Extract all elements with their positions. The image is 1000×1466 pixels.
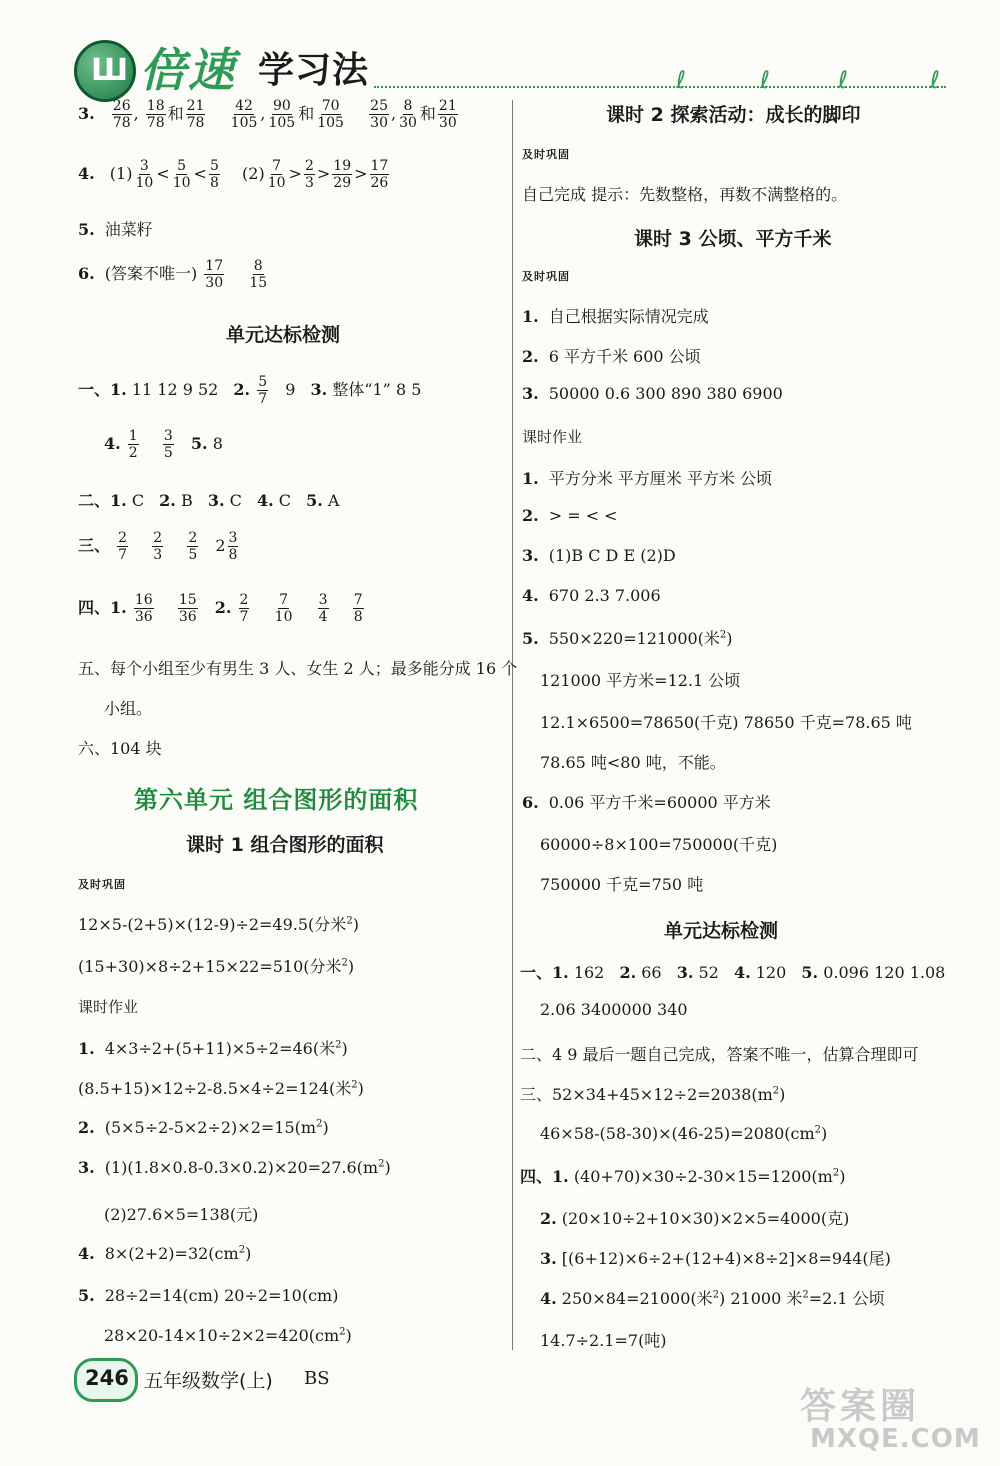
r-test-4a: 四、1. $(40+70)\times 30\div 2-30\times 15=1200(m^2)$ [520, 1167, 846, 1186]
page-number-badge [74, 1358, 138, 1402]
r-test-4e: 14.7÷2.1=7(吨) [540, 1331, 667, 1350]
lesson-2-title: 课时 2 探索活动：成长的脚印 [606, 104, 861, 126]
r-consolidate-1: 1. 自己根据实际情况完成 [522, 307, 709, 326]
swirl-icon: ℓ [760, 66, 770, 94]
edition-code: BS [304, 1368, 330, 1389]
column-divider [512, 100, 513, 1350]
answer-5: 5. 油菜籽 [78, 220, 153, 239]
r-test-4b: 2. (20×10÷2+10×30)×2×5=4000(克) [540, 1209, 850, 1228]
homework-4: 4. $8\times(2+2)=32(cm^2)$ [78, 1244, 252, 1263]
test-section-5-line1: 五、每个小组至少有男生 3 人、女生 2 人；最多能分成 16 个 [78, 659, 518, 678]
lesson-1-title: 课时 1 组合图形的面积 [186, 834, 384, 856]
homework-1a: 1. 4×3÷2+(5+11)×5÷2=46(米$^2$) [78, 1039, 348, 1058]
lesson-2-answer: 自己完成 提示：先数整格，再数不满整格的。 [522, 185, 848, 204]
watermark-url: MXQE.COM [810, 1424, 981, 1454]
r-homework-6b: 60000÷8×100=750000(千克) [540, 835, 778, 854]
r-test-4c: 3. [(6+12)×6÷2+(12+4)×8÷2]×8=944(尾) [540, 1249, 891, 1268]
lesson-3-title: 课时 3 公顷、平方千米 [634, 228, 832, 250]
logo-glyph: Ш [91, 53, 129, 88]
unit-test-title-left: 单元达标检测 [226, 324, 341, 346]
r-test-3a: 三、$52\times 34+45\times 12\div 2=2038(m^2)$ [520, 1085, 786, 1104]
test-section-6: 六、104 块 [78, 739, 162, 758]
answer-3: 3. $\frac{26}{78}$ , $\frac{18}{78}$ 和 $\frac{21}{78}$ $\frac{42}{105}$ , $\frac{90}{105}$ 和 $\frac{70}{105}$ $\frac{25}{30}$ , $\frac{8}{30}$ 和 $\frac{21}{30}$ [78, 98, 457, 131]
consolidate-tag-right-2: 及时巩固 [522, 270, 570, 283]
r-homework-5d: 78.65 吨<80 吨，不能。 [540, 753, 726, 772]
r-test-1b: 2.06 3400000 340 [540, 1000, 688, 1019]
swirl-icon: ℓ [930, 66, 940, 94]
test-section-4: 四、1. $\frac{16}{36}$ $\frac{15}{36}$ 2. $\frac{2}{7}$ $\frac{7}{10}$ $\frac{3}{4}$ $\frac{7}{8}$ [78, 592, 363, 625]
answer-6: 6. (答案不唯一) $\frac{17}{30}$ $\frac{8}{15}$ [78, 258, 268, 291]
r-homework-1: 1. 平方分米 平方厘米 平方米 公顷 [522, 469, 772, 488]
book-title: 五年级数学(上) [144, 1370, 273, 1392]
r-homework-5c: 12.1×6500=78650(千克) 78650 千克=78.65 吨 [540, 713, 912, 732]
homework-2: 2. $(5\times 5\div 2-5\times 2\div 2)\times 2=15(m^2)$ [78, 1118, 329, 1137]
swirl-icon: ℓ [838, 66, 848, 94]
r-test-4d: 4. 250×84=21000(米$^2$) 21000 米$^2$=2.1 公顷 [540, 1289, 885, 1308]
r-homework-2: 2. > = < < [522, 506, 618, 525]
test-section-1b: 4. $\frac{1}{2}$ $\frac{3}{5}$ 5. 8 [104, 428, 223, 461]
r-test-1a: 一、1. 162 2. 66 3. 52 4. 120 5. 0.096 120 1.08 [520, 963, 946, 982]
r-homework-4: 4. 670 2.3 7.006 [522, 586, 661, 605]
r-homework-6c: 750000 千克=750 吨 [540, 875, 704, 894]
homework-label-left: 课时作业 [78, 998, 139, 1016]
consolidate-line-1: 12×5-(2+5)×(12-9)÷2=49.5(分米$^2$) [78, 915, 359, 934]
r-homework-3: 3. (1)B C D E (2)D [522, 546, 676, 565]
homework-5a: 5. 28÷2=14(cm) 20÷2=10(cm) [78, 1286, 339, 1305]
test-section-2: 二、1. C 2. B 3. C 4. C 5. A [78, 491, 340, 510]
test-section-5-line2: 小组。 [104, 699, 153, 718]
r-homework-5b: 121000 平方米=12.1 公顷 [540, 671, 741, 690]
swirl-icon: ℓ [676, 66, 686, 94]
consolidate-tag-right: 及时巩固 [522, 148, 570, 161]
consolidate-line-2: (15+30)×8÷2+15×22=510(分米$^2$) [78, 957, 355, 976]
header-dotted-line [374, 86, 946, 88]
homework-3a: 3. $(1)(1.8\times 0.8-0.3\times 0.2)\times 20=27.6(m^2)$ [78, 1158, 391, 1177]
r-consolidate-2: 2. 6 平方千米 600 公顷 [522, 347, 701, 366]
unit-6-title: 第六单元 组合图形的面积 [134, 786, 419, 814]
test-section-3: 三、 $\frac{2}{7}$ $\frac{2}{3}$ $\frac{2}{5}$ 2 $\frac{3}{8}$ [78, 530, 238, 563]
consolidate-tag-left: 及时巩固 [78, 878, 126, 891]
test-section-1a: 一、1. 11 12 9 52 2. $\frac{5}{7}$ 9 3. 整体“1” 8 5 [78, 374, 422, 407]
homework-5b: $28\times 20-14\times 10\div 2\times 2=420(cm^2)$ [104, 1326, 352, 1345]
brand-black-text: 学习法 [258, 50, 370, 91]
page-number: 246 [85, 1366, 129, 1390]
unit-test-title-right: 单元达标检测 [664, 920, 779, 942]
homework-3b: (2)27.6×5=138(元) [104, 1205, 259, 1224]
r-homework-5a: 5. 550×220=121000(米$^2$) [522, 629, 733, 648]
homework-1b: (8.5+15)×12÷2-8.5×4÷2=124(米$^2$) [78, 1079, 364, 1098]
r-test-2: 二、4 9 最后一题自己完成，答案不唯一，估算合理即可 [520, 1045, 919, 1064]
r-homework-6a: 6. 0.06 平方千米=60000 平方米 [522, 793, 771, 812]
logo-icon [74, 40, 136, 102]
r-test-3b: $46\times 58-(58-30)\times(46-25)=2080(cm^2)$ [540, 1124, 828, 1143]
answer-4: 4. (1) $\frac{3}{10}$ < $\frac{5}{10}$ < $\frac{5}{8}$ (2) $\frac{7}{10}$ > $\frac{2}{3}$ > $\frac{19}{29}$ > $\frac{17}{26}$ [78, 158, 389, 191]
watermark-logo: 答案圈 [800, 1386, 921, 1427]
r-consolidate-3: 3. 50000 0.6 300 890 380 6900 [522, 384, 783, 403]
homework-label-right: 课时作业 [522, 428, 583, 446]
brand-green-text: 倍速 [140, 43, 236, 97]
